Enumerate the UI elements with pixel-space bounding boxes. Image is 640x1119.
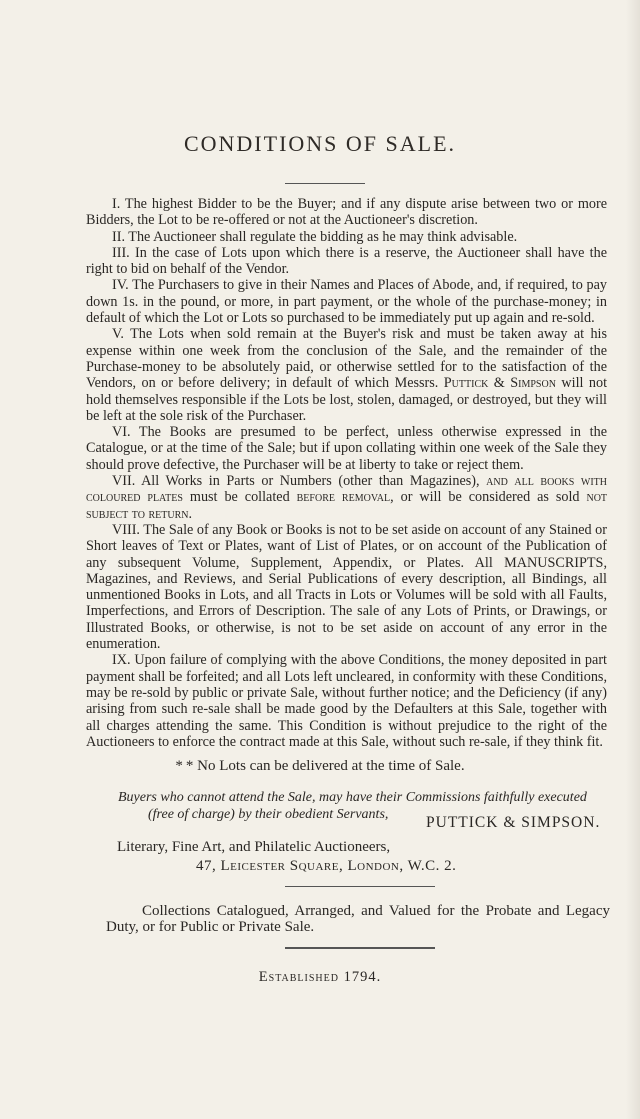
auctioneer-signature: PUTTICK & SIMPSON.	[426, 814, 601, 831]
auctioneer-address: 47, Leicester Square, London, W.C. 2.	[196, 858, 457, 874]
condition-3: III. In the case of Lots upon which there is a reserve, the Auctioneer shall have the right to bid on behalf of the Vendor.	[86, 244, 607, 278]
condition-6: VI. The Books are presumed to be perfect, unless otherwise expressed in the Catalogue, or at the time of the Sale; but if upon collating within one week of the Sale they should prove defective, the Purchaser will be at liberty to take or reject them.	[86, 424, 607, 473]
title-divider	[285, 183, 365, 184]
page-edge-shadow	[626, 0, 640, 1119]
buyers-commission-note: Buyers who cannot attend the Sale, may have their Commissions faithfully executed (free of charge) by their obedient Servants,	[118, 790, 587, 822]
established-line: Established 1794.	[258, 969, 382, 985]
condition-4: IV. The Purchasers to give in their Names and Places of Abode, and, if required, to pay down 1s. in the pound, or more, in part payment, or the whole of the purchase-money; in default of which the Lot or Lots so purchased to be immediately put up again and re-sold.	[86, 277, 607, 327]
auctioneer-description: Literary, Fine Art, and Philatelic Auctioneers,	[117, 839, 391, 855]
section-divider-bottom	[285, 947, 435, 949]
condition-9: IX. Upon failure of complying with the above Conditions, the money deposited in part payment shall be forfeited; and all Lots left uncleared, in conformity with these Conditions, may be re-sold by public or private Sale, without further notice; and the Deficiency (if any) arising from such re-sale shall be made good by the Defaulters at this Sale, together with all charges attending the same. This Condition is without prejudice to the right of the Auctioneers to enforce the contract made at this Sale, without such re-sale, if they think fit.	[86, 652, 607, 750]
firm-name: Puttick & Simpson	[443, 375, 556, 392]
delivery-note: * * No Lots can be delivered at the time of Sale.	[175, 758, 465, 774]
auctioneer-details	[117, 838, 456, 876]
condition-1: I. The highest Bidder to be the Buyer; and if any dispute arise between two or more Bidders, the Lot to be re-offered or not at the Auctioneer's discretion.	[86, 196, 607, 229]
conditions-list	[86, 196, 607, 750]
section-divider	[285, 886, 435, 887]
condition-2: II. The Auctioneer shall regulate the bidding as he may think advisable.	[112, 228, 518, 245]
condition-7: VII. All Works in Parts or Numbers (other than Magazines), and all books with coloured plates must be collated before removal, or will be considered as sold not subject to return.	[86, 473, 608, 522]
page-title: CONDITIONS OF SALE.	[183, 131, 457, 156]
services-note: Collections Catalogued, Arranged, and Valued for the Probate and Legacy Duty, or for Public or Private Sale.	[106, 903, 610, 935]
condition-5: V. The Lots when sold remain at the Buyer's risk and must be taken away at his expense within one week from the conclusion of the Sale, and the remainder of the Purchase-money to be absolutely paid, or otherwise settled for to the satisfaction of the Vendors, on or before delivery; in default of which Messrs. Puttick & Simpson will not hold themselves responsible if the Lots be lost, stolen, damaged, or destroyed, but they will be left at the sole risk of the Purchaser.	[86, 326, 608, 424]
condition-8: VIII. The Sale of any Book or Books is not to be set aside on account of any Stained or Short leaves of Text or Plates, want of List of Plates, or on account of the Publication of any subsequent Volume, Supplement, Appendix, or Plates. All MANUSCRIPTS, Magazines, and Reviews, and Serial Publications of every description, all Bindings, all unmentioned Books in Lots, and all Tracts in Lots or Volumes will be sold with all Faults, Imperfections, and Errors of Description. The sale of any Lots of Prints, or Drawings, or Illustrated Books, or otherwise, is not to be set aside on account of any error in the enumeration.	[86, 521, 607, 653]
